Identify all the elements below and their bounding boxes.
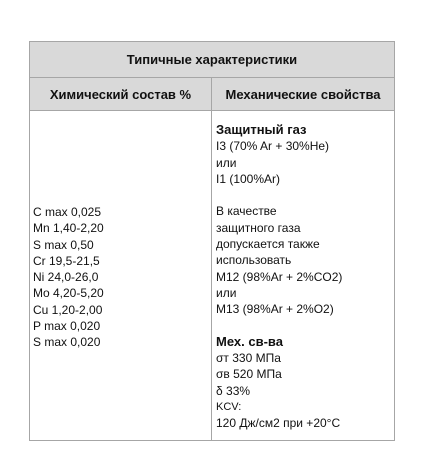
chemistry-item: Cu 1,20-2,00 bbox=[33, 302, 103, 317]
gas-option: M12 (98%Ar + 2%CO2) bbox=[216, 269, 343, 284]
column-header-chemistry: Химический состав % bbox=[30, 78, 212, 111]
chemistry-item: Ni 24,0-26,0 bbox=[33, 270, 99, 285]
properties-list bbox=[216, 122, 342, 432]
kcv-value: 120 Дж/см2 при +20°C bbox=[216, 416, 341, 431]
elongation: δ 33% bbox=[216, 383, 251, 398]
chemistry-item: C max 0,025 bbox=[33, 205, 102, 219]
characteristics-table bbox=[29, 41, 395, 441]
mech-heading: Мех. св-ва bbox=[216, 333, 283, 349]
column-header-mechanical: Механические свойства bbox=[212, 78, 394, 111]
tensile-strength: σв 520 МПа bbox=[216, 367, 282, 382]
gas-option: I3 (70% Ar + 30%He) bbox=[216, 139, 330, 154]
or-text: или bbox=[216, 285, 237, 300]
mechanical-cell bbox=[212, 111, 394, 440]
chemistry-item: Mo 4,20-5,20 bbox=[33, 286, 104, 301]
spacer bbox=[216, 187, 342, 203]
chemistry-item: Cr 19,5-21,5 bbox=[33, 253, 100, 268]
chemistry-item: S max 0,020 bbox=[33, 335, 101, 350]
gas-option: I1 (100%Ar) bbox=[216, 171, 281, 186]
spacer bbox=[216, 318, 342, 334]
gas-option: M13 (98%Ar + 2%O2) bbox=[216, 302, 334, 317]
or-text: или bbox=[216, 155, 237, 170]
note-line: допускается также bbox=[216, 237, 320, 252]
yield-strength: σт 330 МПа bbox=[216, 351, 281, 366]
chemistry-item: S max 0,50 bbox=[33, 237, 94, 252]
note-line: использовать bbox=[216, 253, 292, 268]
chemistry-item: P max 0,020 bbox=[33, 319, 101, 334]
note-line: защитного газа bbox=[216, 220, 301, 235]
chemistry-cell bbox=[30, 111, 212, 440]
chemistry-item: Mn 1,40-2,20 bbox=[33, 221, 104, 236]
chemistry-list bbox=[33, 204, 104, 351]
kcv-label: KCV: bbox=[216, 401, 242, 414]
table-title: Типичные характеристики bbox=[30, 42, 394, 78]
note-line: В качестве bbox=[216, 204, 277, 219]
gas-heading: Защитный газ bbox=[216, 122, 307, 137]
